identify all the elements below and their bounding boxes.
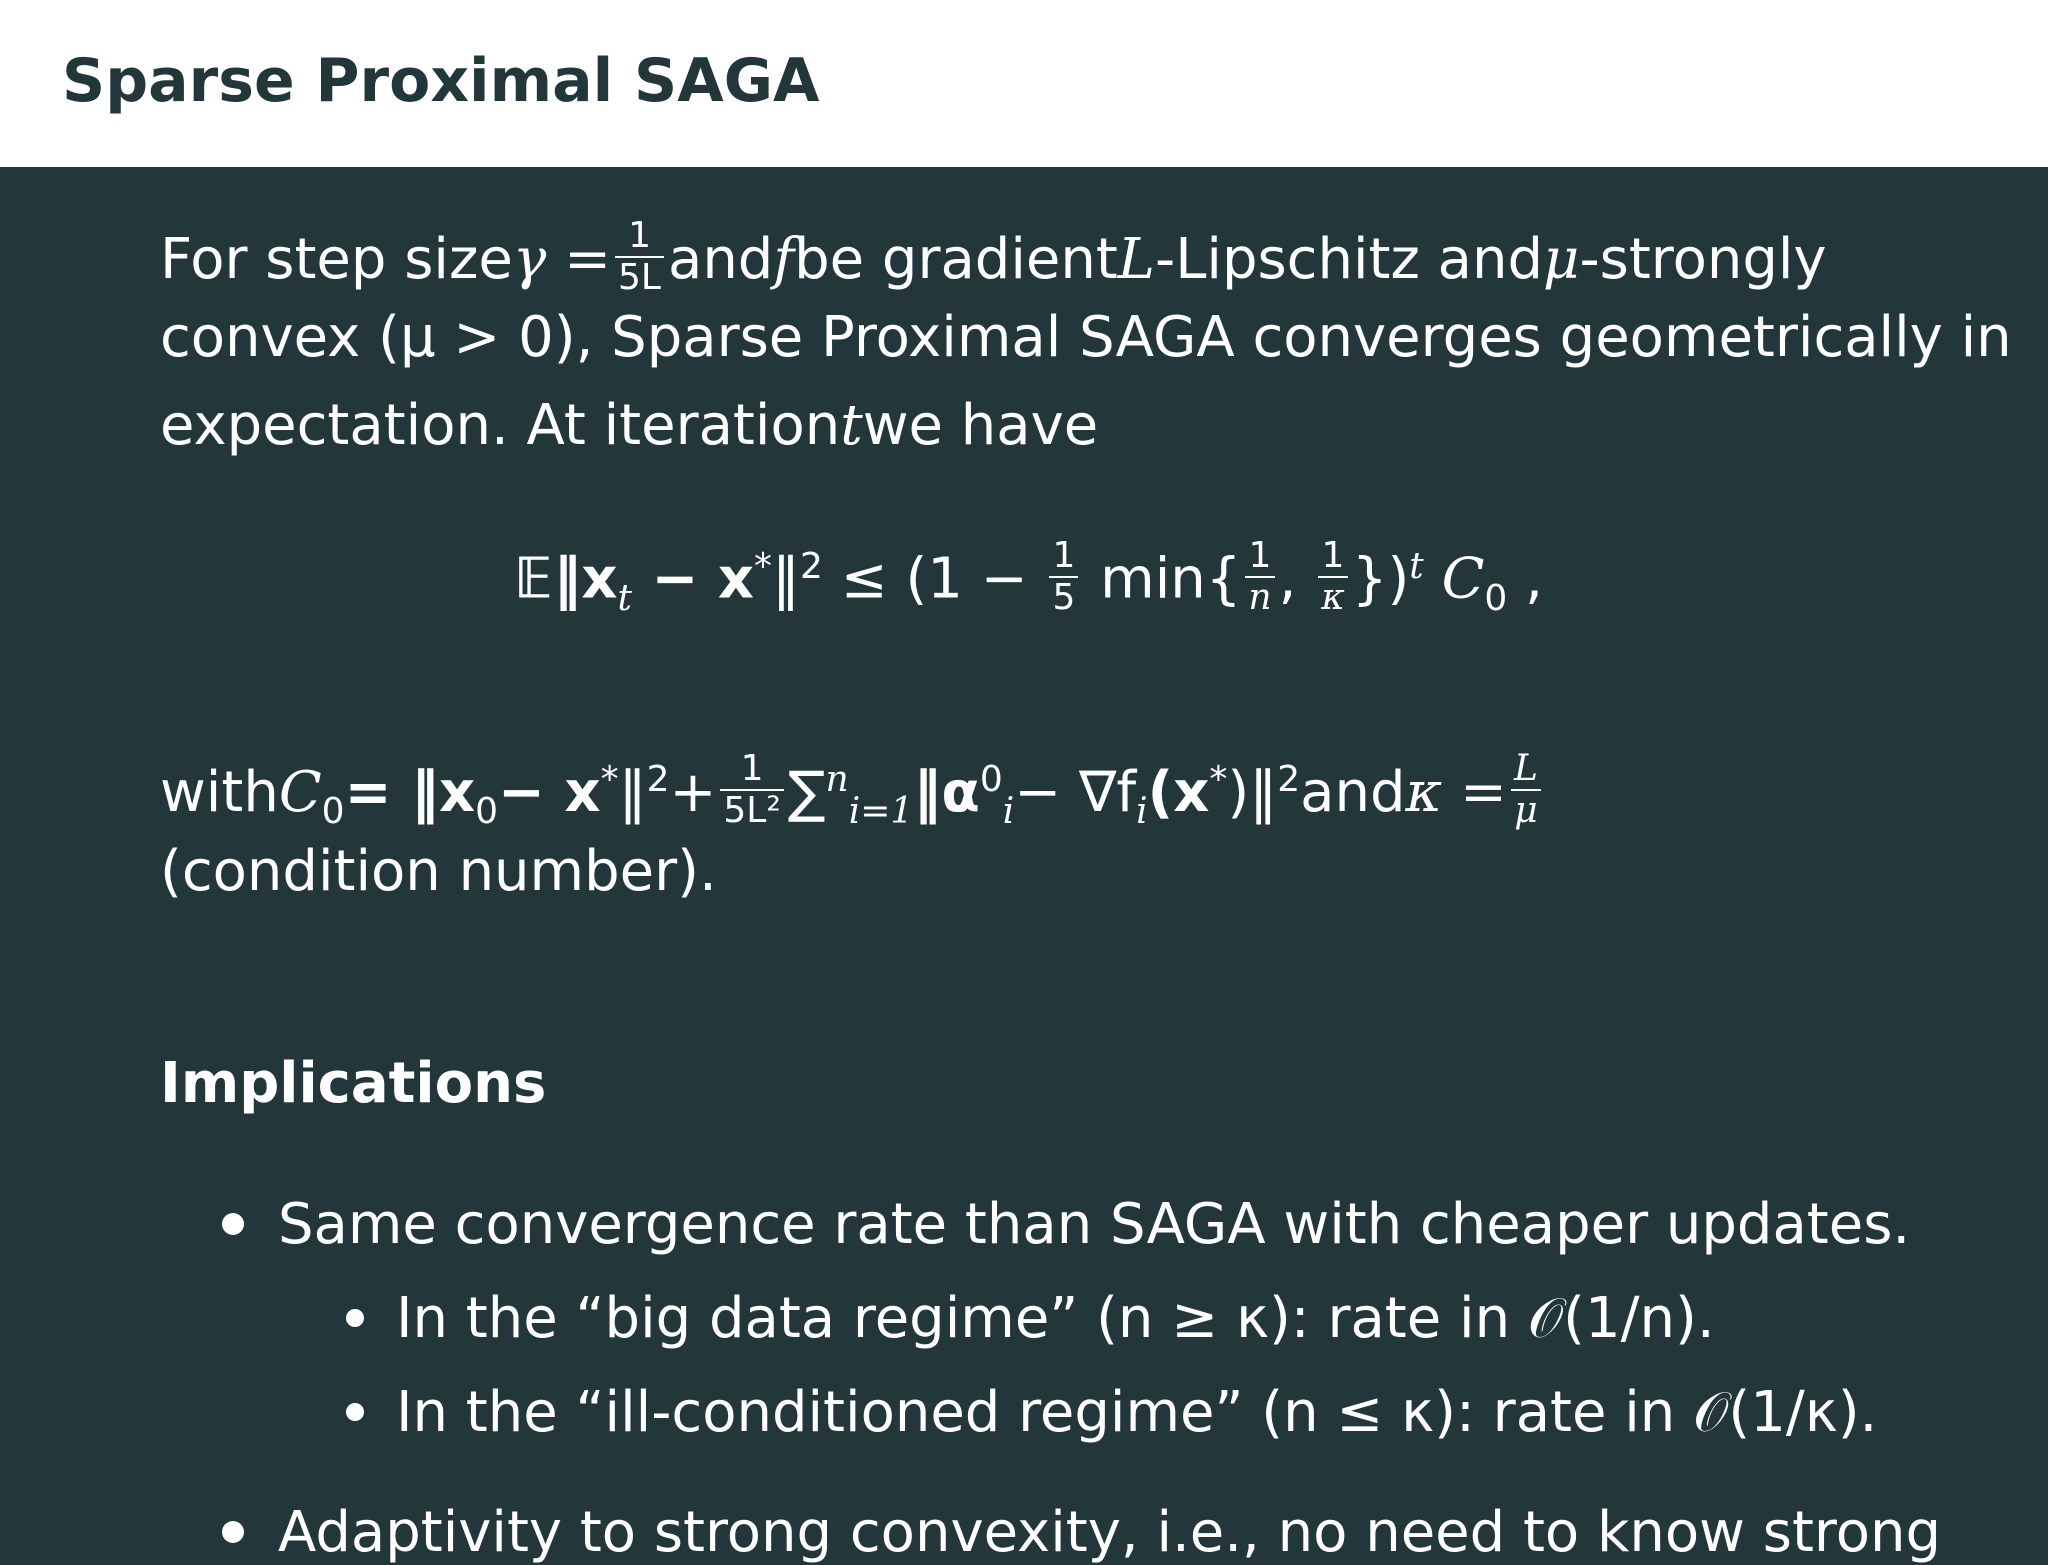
grad-square: 2 [1277,759,1301,801]
bullet-text: Same convergence rate than SAGA with cheaper updates. [278,1192,1911,1257]
text: -Lipschitz and [1154,226,1544,292]
bullet-text: Adaptivity to strong convexity, i.e., no need to know strong [278,1500,1941,1565]
text: and [668,226,774,292]
fraction-numerator: L [1511,749,1541,791]
sub-bullet-item [346,1286,1715,1352]
bullet-item [222,1500,1941,1565]
grad-star: * [1209,759,1228,801]
grad: − ∇f [1014,759,1137,825]
mu-symbol: μ [1543,226,1580,292]
eq-le: ≤ (1 − [822,546,1046,612]
C-symbol: C [278,759,322,825]
alpha: ‖α [913,759,980,825]
eq-close: }) [1351,546,1410,612]
norm-x0: = ‖x [344,759,476,825]
sum-sup: n [825,759,849,801]
bullet-dot-icon [346,1309,364,1327]
eq-min: min{ [1082,546,1242,612]
one-over-n [1245,536,1274,617]
grad-x: (x [1147,759,1210,825]
alpha-sup: 0 [979,759,1003,801]
text: expectation. At iteration [160,393,841,458]
text: we have [862,393,1099,458]
sum-symbol: ∑ [787,759,826,825]
L-over-mu [1511,749,1541,830]
fifth-fraction [1049,536,1078,617]
constant-definition-line-2: (condition number). [160,839,717,904]
title-bar [0,0,2048,167]
C-sub: 0 [321,790,345,832]
bullet-text: In the “big data regime” (n ≥ κ): rate in 𝒪(1/n). [396,1286,1715,1351]
one-over-kappa [1318,536,1348,617]
text: be gradient [794,226,1118,292]
eq-norm: ‖ [772,546,801,612]
fraction-denominator: μ [1514,789,1538,831]
kappa-eq: κ = [1405,759,1507,825]
bullet-dot-icon [222,1521,244,1543]
f-symbol: f [773,226,795,292]
norm: ‖ [618,759,647,825]
fraction-numerator: 1 [1049,536,1078,578]
eq-x-star: − x [631,546,755,612]
convergence-equation [515,535,1543,623]
fraction-numerator: 1 [1245,536,1274,578]
text: and [1300,759,1406,825]
eq-end: , [1507,546,1543,612]
fraction-denominator: 5 [1052,576,1076,618]
step-size-fraction [615,216,664,297]
eq-square: 2 [800,546,823,588]
eq-c0: C [1423,546,1485,612]
fraction-denominator: 5L² [723,789,781,831]
bullet-text: In the “ill-conditioned regime” (n ≤ κ): rate in 𝒪(1/κ). [396,1380,1878,1445]
sub-bullet-item [346,1380,1877,1446]
fraction-numerator: 1 [1318,536,1348,578]
bullet-item [222,1192,1910,1257]
grad-close: )‖ [1227,759,1278,825]
inverse-5L2-fraction [720,749,783,830]
constant-definition-line-1 [160,748,1545,836]
theorem-line-2: convex (μ > 0), Sparse Proximal SAGA converges geometrically in [160,305,2012,370]
minus-x-star: − x [498,759,601,825]
square: 2 [646,759,670,801]
fraction-numerator: 1 [615,216,664,258]
bullet-dot-icon [222,1213,244,1235]
t-symbol: t [840,393,863,458]
star: * [600,759,619,801]
eq-exp-t: t [1409,546,1424,588]
grad-sub: i [1136,790,1148,832]
fraction-denominator: κ [1321,576,1345,618]
sum-sub: i=1 [848,790,914,832]
slide-title: Sparse Proximal SAGA [62,46,820,116]
eq-lhs: 𝔼‖x [515,546,618,612]
implications-heading: Implications [160,1051,547,1116]
eq-star: * [754,546,773,588]
gamma-symbol: γ = [512,226,612,292]
eq-c0-sub: 0 [1484,577,1508,619]
fraction-denominator: n [1248,576,1272,618]
bullet-dot-icon [346,1403,364,1421]
eq-comma: , [1278,546,1315,612]
plus: + [669,759,717,825]
text: For step size [160,226,513,292]
fraction-numerator: 1 [720,749,783,791]
text: with [160,759,279,825]
L-symbol: L [1117,226,1155,292]
text: -strongly [1579,226,1827,292]
x0-sub: 0 [475,790,499,832]
alpha-sub: i [1002,790,1015,832]
eq-sub: t [617,577,632,619]
fraction-denominator: 5L [618,256,661,298]
theorem-line-3 [160,393,1099,458]
theorem-line-1 [160,215,1827,303]
